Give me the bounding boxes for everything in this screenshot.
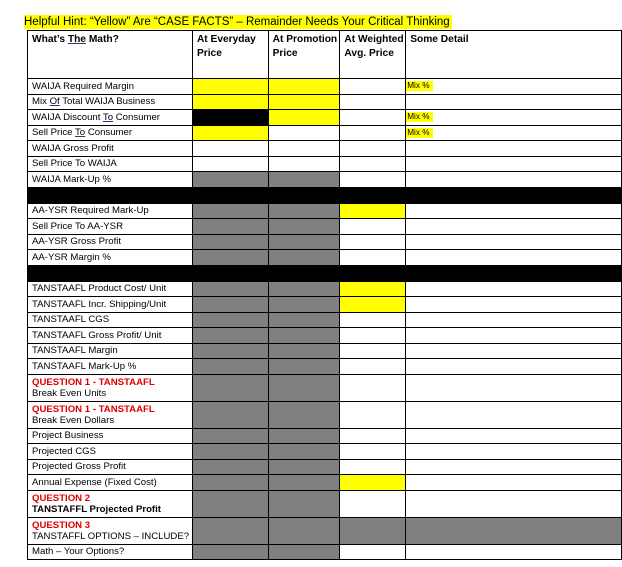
detail-cell [406, 234, 622, 250]
detail-cell [406, 281, 622, 297]
empty-cell [268, 141, 340, 157]
grey-cell [268, 343, 340, 359]
table-row [28, 401, 622, 428]
grey-cell [268, 328, 340, 344]
header-row [28, 31, 622, 79]
grey-cell [192, 459, 268, 475]
row-label: AA-YSR Gross Profit [28, 234, 193, 250]
empty-cell [268, 156, 340, 172]
detail-cell [406, 297, 622, 313]
table-row [28, 156, 622, 172]
detail-cell [406, 475, 622, 491]
grey-cell [192, 172, 268, 188]
row-label: WAIJA Gross Profit [28, 141, 193, 157]
row-label: TANSTAAFL Product Cost/ Unit [28, 281, 193, 297]
grey-cell [268, 172, 340, 188]
mix-percent-note: Mix % [406, 128, 432, 138]
detail-cell [406, 79, 622, 95]
case-fact-cell [340, 203, 406, 219]
detail-cell [406, 219, 622, 235]
detail-cell [406, 328, 622, 344]
table-row [28, 343, 622, 359]
empty-cell [340, 374, 406, 401]
table-row [28, 110, 622, 126]
table-row [28, 141, 622, 157]
row-label: Mix Of Total WAIJA Business [28, 94, 193, 110]
table-row [28, 234, 622, 250]
grey-cell [268, 219, 340, 235]
row-label: TANSTAAFL Incr. Shipping/Unit [28, 297, 193, 313]
detail-cell [406, 312, 622, 328]
empty-cell [340, 490, 406, 517]
detail-cell [406, 250, 622, 266]
grey-cell [192, 328, 268, 344]
empty-cell [340, 312, 406, 328]
detail-cell [406, 459, 622, 475]
grey-cell [192, 250, 268, 266]
grey-cell [268, 428, 340, 444]
case-fact-cell [268, 94, 340, 110]
grey-cell [192, 490, 268, 517]
grey-cell [268, 459, 340, 475]
empty-cell [340, 219, 406, 235]
header-everyday-price: At Everyday Price [192, 31, 268, 79]
header-weighted-avg-price: At Weighted Avg. Price [340, 31, 406, 79]
grey-cell [192, 544, 268, 560]
detail-cell [406, 125, 622, 141]
table-row [28, 219, 622, 235]
grey-cell [192, 312, 268, 328]
table-row [28, 459, 622, 475]
grey-cell [268, 401, 340, 428]
table-row [28, 328, 622, 344]
grey-cell [268, 234, 340, 250]
table-row [28, 517, 622, 544]
section-divider [28, 265, 622, 281]
empty-cell [340, 141, 406, 157]
question-label: QUESTION 3 TANSTAFFL OPTIONS – INCLUDE? [28, 517, 193, 544]
grey-cell [268, 312, 340, 328]
mix-percent-note: Mix % [406, 81, 432, 91]
table-row [28, 374, 622, 401]
row-label: Sell Price To Consumer [28, 125, 193, 141]
row-label: Projected CGS [28, 444, 193, 460]
detail-cell [406, 359, 622, 375]
row-label: Annual Expense (Fixed Cost) [28, 475, 193, 491]
detail-cell [406, 444, 622, 460]
row-label: Sell Price To WAIJA [28, 156, 193, 172]
empty-cell [340, 401, 406, 428]
grey-cell [406, 517, 622, 544]
detail-cell [406, 94, 622, 110]
empty-cell [340, 444, 406, 460]
grey-cell [268, 490, 340, 517]
grey-cell [268, 374, 340, 401]
empty-cell [340, 125, 406, 141]
grey-cell [192, 517, 268, 544]
table-row [28, 428, 622, 444]
case-fact-cell [268, 79, 340, 95]
grey-cell [192, 401, 268, 428]
empty-cell [192, 141, 268, 157]
detail-cell [406, 428, 622, 444]
case-fact-cell [340, 297, 406, 313]
row-label: TANSTAAFL Mark-Up % [28, 359, 193, 375]
helpful-hint: Helpful Hint: “Yellow” Are “CASE FACTS” – Remainder Needs Your Critical Thinking [24, 16, 450, 28]
row-label: WAIJA Discount To Consumer [28, 110, 193, 126]
empty-cell [340, 459, 406, 475]
table-row [28, 172, 622, 188]
row-label: Projected Gross Profit [28, 459, 193, 475]
detail-cell [406, 203, 622, 219]
empty-cell [340, 328, 406, 344]
math-worksheet-table [27, 30, 622, 560]
case-fact-cell [340, 281, 406, 297]
case-fact-cell [192, 125, 268, 141]
empty-cell [268, 125, 340, 141]
empty-cell [340, 172, 406, 188]
grey-cell [268, 250, 340, 266]
row-label: Sell Price To AA-YSR [28, 219, 193, 235]
grey-cell [192, 359, 268, 375]
table-row [28, 94, 622, 110]
empty-cell [340, 544, 406, 560]
empty-cell [340, 94, 406, 110]
grey-cell [192, 219, 268, 235]
grey-cell [192, 444, 268, 460]
grey-cell [192, 203, 268, 219]
detail-cell [406, 141, 622, 157]
section-divider [28, 187, 622, 203]
detail-cell [406, 401, 622, 428]
case-fact-cell [192, 94, 268, 110]
grey-cell [268, 281, 340, 297]
grey-cell [268, 475, 340, 491]
case-fact-cell [340, 475, 406, 491]
grey-cell [192, 281, 268, 297]
grey-cell [340, 517, 406, 544]
empty-cell [340, 250, 406, 266]
row-label: TANSTAAFL CGS [28, 312, 193, 328]
header-some-detail: Some Detail [406, 31, 622, 79]
question-label: QUESTION 1 - TANSTAAFL Break Even Dollars [28, 401, 193, 428]
mix-percent-note: Mix % [406, 112, 432, 122]
grey-cell [268, 517, 340, 544]
empty-cell [192, 156, 268, 172]
table-row [28, 250, 622, 266]
grey-cell [268, 297, 340, 313]
row-label: Project Business [28, 428, 193, 444]
empty-cell [340, 156, 406, 172]
detail-cell [406, 172, 622, 188]
grey-cell [192, 428, 268, 444]
empty-cell [340, 428, 406, 444]
detail-cell [406, 110, 622, 126]
grey-cell [268, 203, 340, 219]
row-label: TANSTAAFL Margin [28, 343, 193, 359]
empty-cell [340, 343, 406, 359]
table-row [28, 544, 622, 560]
grey-cell [268, 359, 340, 375]
table-row [28, 281, 622, 297]
empty-cell [340, 110, 406, 126]
grey-cell [192, 297, 268, 313]
grey-cell [192, 374, 268, 401]
detail-cell [406, 544, 622, 560]
grey-cell [192, 234, 268, 250]
table-row [28, 297, 622, 313]
header-promotion-price: At Promotion Price [268, 31, 340, 79]
grey-cell [268, 544, 340, 560]
grey-cell [268, 444, 340, 460]
case-fact-cell [192, 79, 268, 95]
question-label: QUESTION 2 TANSTAFFL Projected Profit [28, 490, 193, 517]
row-label: WAIJA Required Margin [28, 79, 193, 95]
row-label: Math – Your Options? [28, 544, 193, 560]
row-label: AA-YSR Required Mark-Up [28, 203, 193, 219]
header-whats-the-math: What’s The Math? [28, 31, 193, 79]
row-label: AA-YSR Margin % [28, 250, 193, 266]
empty-cell [340, 359, 406, 375]
row-label: TANSTAAFL Gross Profit/ Unit [28, 328, 193, 344]
empty-cell [340, 234, 406, 250]
blacked-out-cell [192, 110, 268, 126]
table-row [28, 203, 622, 219]
case-fact-cell [268, 110, 340, 126]
table-row [28, 125, 622, 141]
empty-cell [340, 79, 406, 95]
grey-cell [192, 475, 268, 491]
detail-cell [406, 374, 622, 401]
table-row [28, 312, 622, 328]
detail-cell [406, 343, 622, 359]
detail-cell [406, 490, 622, 517]
table-row [28, 490, 622, 517]
table-row [28, 475, 622, 491]
detail-cell [406, 156, 622, 172]
table-row [28, 444, 622, 460]
row-label: WAIJA Mark-Up % [28, 172, 193, 188]
grey-cell [192, 343, 268, 359]
table-row [28, 359, 622, 375]
table-row [28, 79, 622, 95]
question-label: QUESTION 1 - TANSTAAFL Break Even Units [28, 374, 193, 401]
